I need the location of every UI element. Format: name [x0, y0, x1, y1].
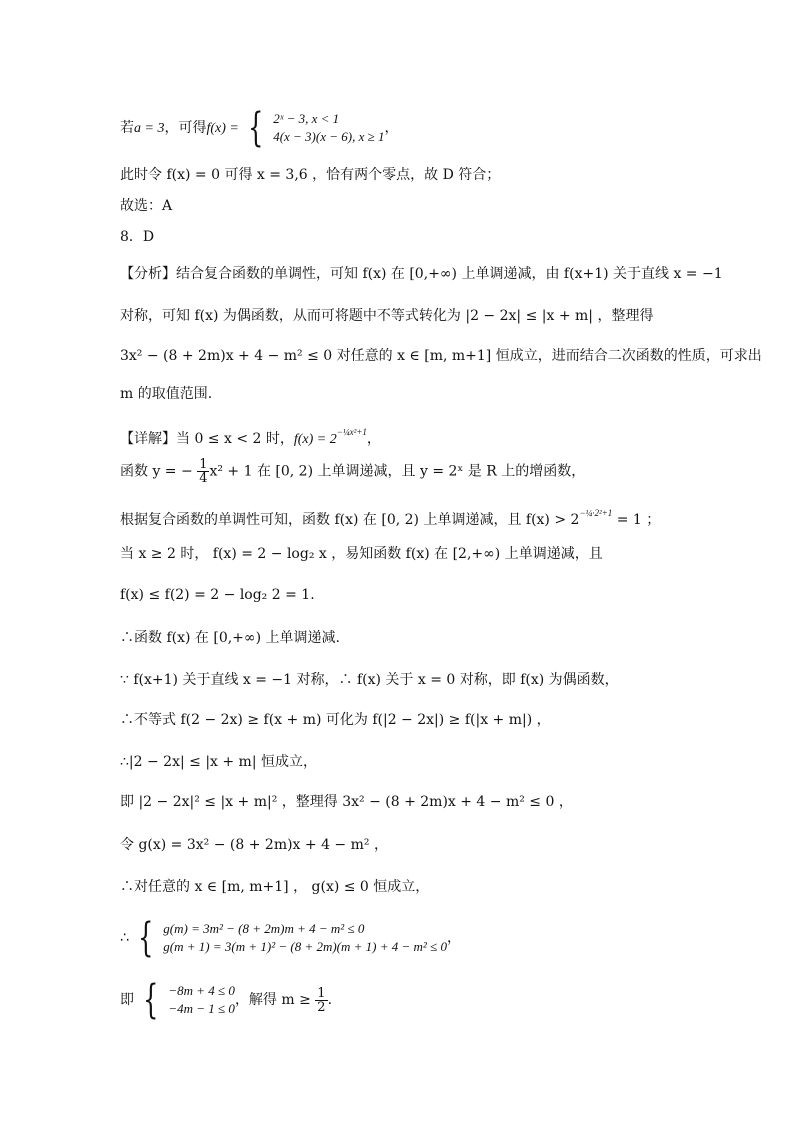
- question-number: 8．D: [120, 229, 155, 245]
- analysis-line-4: m 的取值范围.: [120, 386, 213, 402]
- text: ，: [446, 930, 461, 946]
- detail-line-12: ∴对任意的 x ∈ [m, m+1] ， g(x) ≤ 0 恒成立，: [120, 879, 430, 895]
- text: 函数 y = −: [120, 463, 193, 480]
- line-zeros: 此时令 f(x) = 0 可得 x = 3,6 ，恰有两个零点，故 D 符合；: [120, 167, 501, 183]
- left-brace-icon: {: [143, 977, 159, 1023]
- fraction-one-quarter: [197, 458, 209, 485]
- inequality-system: [120, 915, 461, 961]
- text: 即: [120, 992, 134, 1008]
- case-1: g(m) = 3m² − (8 + 2m)m + 4 − m² ≤ 0: [163, 921, 365, 936]
- text: 根据复合函数的单调性可知，函数 f(x) 在 [0, 2) 上单调递减，且 f(x) > 2: [120, 512, 580, 528]
- piecewise-brace: [243, 105, 385, 151]
- system-brace: [133, 915, 447, 961]
- fraction-one-half: [315, 987, 327, 1014]
- left-brace-icon: {: [138, 915, 154, 961]
- case-1: 2ˣ − 3, x < 1: [273, 111, 340, 126]
- detail-line-5: f(x) ≤ f(2) = 2 − log₂ 2 = 1.: [120, 587, 315, 603]
- denominator: 4: [199, 471, 208, 486]
- final-solution: [120, 977, 333, 1023]
- case-2: 4(x − 3)(x − 6), x ≥ 1: [273, 129, 385, 144]
- detail-line-4: 当 x ≥ 2 时， f(x) = 2 − log₂ x ，易知函数 f(x) 在 [2,+∞) 上单调递减，且: [120, 546, 603, 562]
- text: x² + 1 在 [0, 2) 上单调递减，且 y = 2ˣ 是 R 上的增函数，: [209, 463, 586, 480]
- detail-line-1: [120, 422, 381, 450]
- analysis-line-3: 3x² − (8 + 2m)x + 4 − m² ≤ 0 对任意的 x ∈ [m, m+1] 恒成立，进而结合二次函数的性质，可求出: [120, 348, 762, 364]
- numerator: 1: [199, 457, 208, 472]
- detail-line-10: 即 |2 − 2x|² ≤ |x + m|² ，整理得 3x² − (8 + 2m)x + 4 − m² ≤ 0 ，: [120, 794, 573, 810]
- math-fx: f(x) = 2: [293, 432, 337, 447]
- math-a: a = 3: [134, 121, 165, 136]
- numerator: 1: [317, 985, 326, 1001]
- cases: [273, 110, 384, 146]
- denominator: 2: [317, 999, 326, 1015]
- text: .: [327, 992, 333, 1008]
- text: 【详解】当 0 ≤ x < 2 时，: [120, 431, 294, 447]
- text: ，可得: [164, 120, 207, 136]
- line-piecewise-a3: [120, 105, 399, 151]
- therefore-icon: ∴: [120, 930, 129, 946]
- detail-line-6: ∴函数 f(x) 在 [0,+∞) 上单调递减.: [120, 630, 340, 646]
- detail-line-7: ∵ f(x+1) 关于直线 x = −1 对称，∴ f(x) 关于 x = 0 对称，即 f(x) 为偶函数，: [120, 672, 619, 688]
- cases: [168, 982, 235, 1018]
- math-fx: f(x) =: [206, 121, 239, 136]
- text: ，: [366, 431, 381, 447]
- case-2: g(m + 1) = 3(m + 1)² − (8 + 2m)(m + 1) + 4 − m² ≤ 0: [163, 939, 447, 954]
- analysis-line-2: 对称，可知 f(x) 为偶函数，从而可将题中不等式转化为 |2 − 2x| ≤ |x + m| ，整理得: [120, 308, 654, 324]
- detail-line-2: [120, 458, 585, 485]
- text: ，: [384, 120, 399, 136]
- final-brace: [138, 977, 235, 1023]
- case-2: −4m − 1 ≤ 0: [168, 1001, 235, 1016]
- text: 若: [120, 120, 134, 136]
- text: = 1 ；: [612, 512, 661, 528]
- exponent: −¼·2²+1: [579, 508, 613, 518]
- text: ，解得 m ≥: [234, 992, 311, 1008]
- detail-line-8: ∴不等式 f(2 − 2x) ≥ f(x + m) 可化为 f(|2 − 2x|) ≥ f(|x + m|) ，: [120, 712, 551, 728]
- detail-line-3: [120, 503, 660, 530]
- case-1: −8m + 4 ≤ 0: [168, 983, 235, 998]
- line-answer: 故选：A: [120, 198, 173, 214]
- analysis-line-1: 【分析】结合复合函数的单调性，可知 f(x) 在 [0,+∞) 上单调递减，由 f(x+1) 关于直线 x = −1: [120, 266, 723, 282]
- exponent: −¼x²+1: [336, 427, 367, 437]
- detail-line-9: ∴|2 − 2x| ≤ |x + m| 恒成立，: [120, 754, 317, 770]
- cases: [163, 920, 447, 956]
- left-brace-icon: {: [248, 105, 264, 151]
- detail-line-11: 令 g(x) = 3x² − (8 + 2m)x + 4 − m² ，: [120, 837, 388, 853]
